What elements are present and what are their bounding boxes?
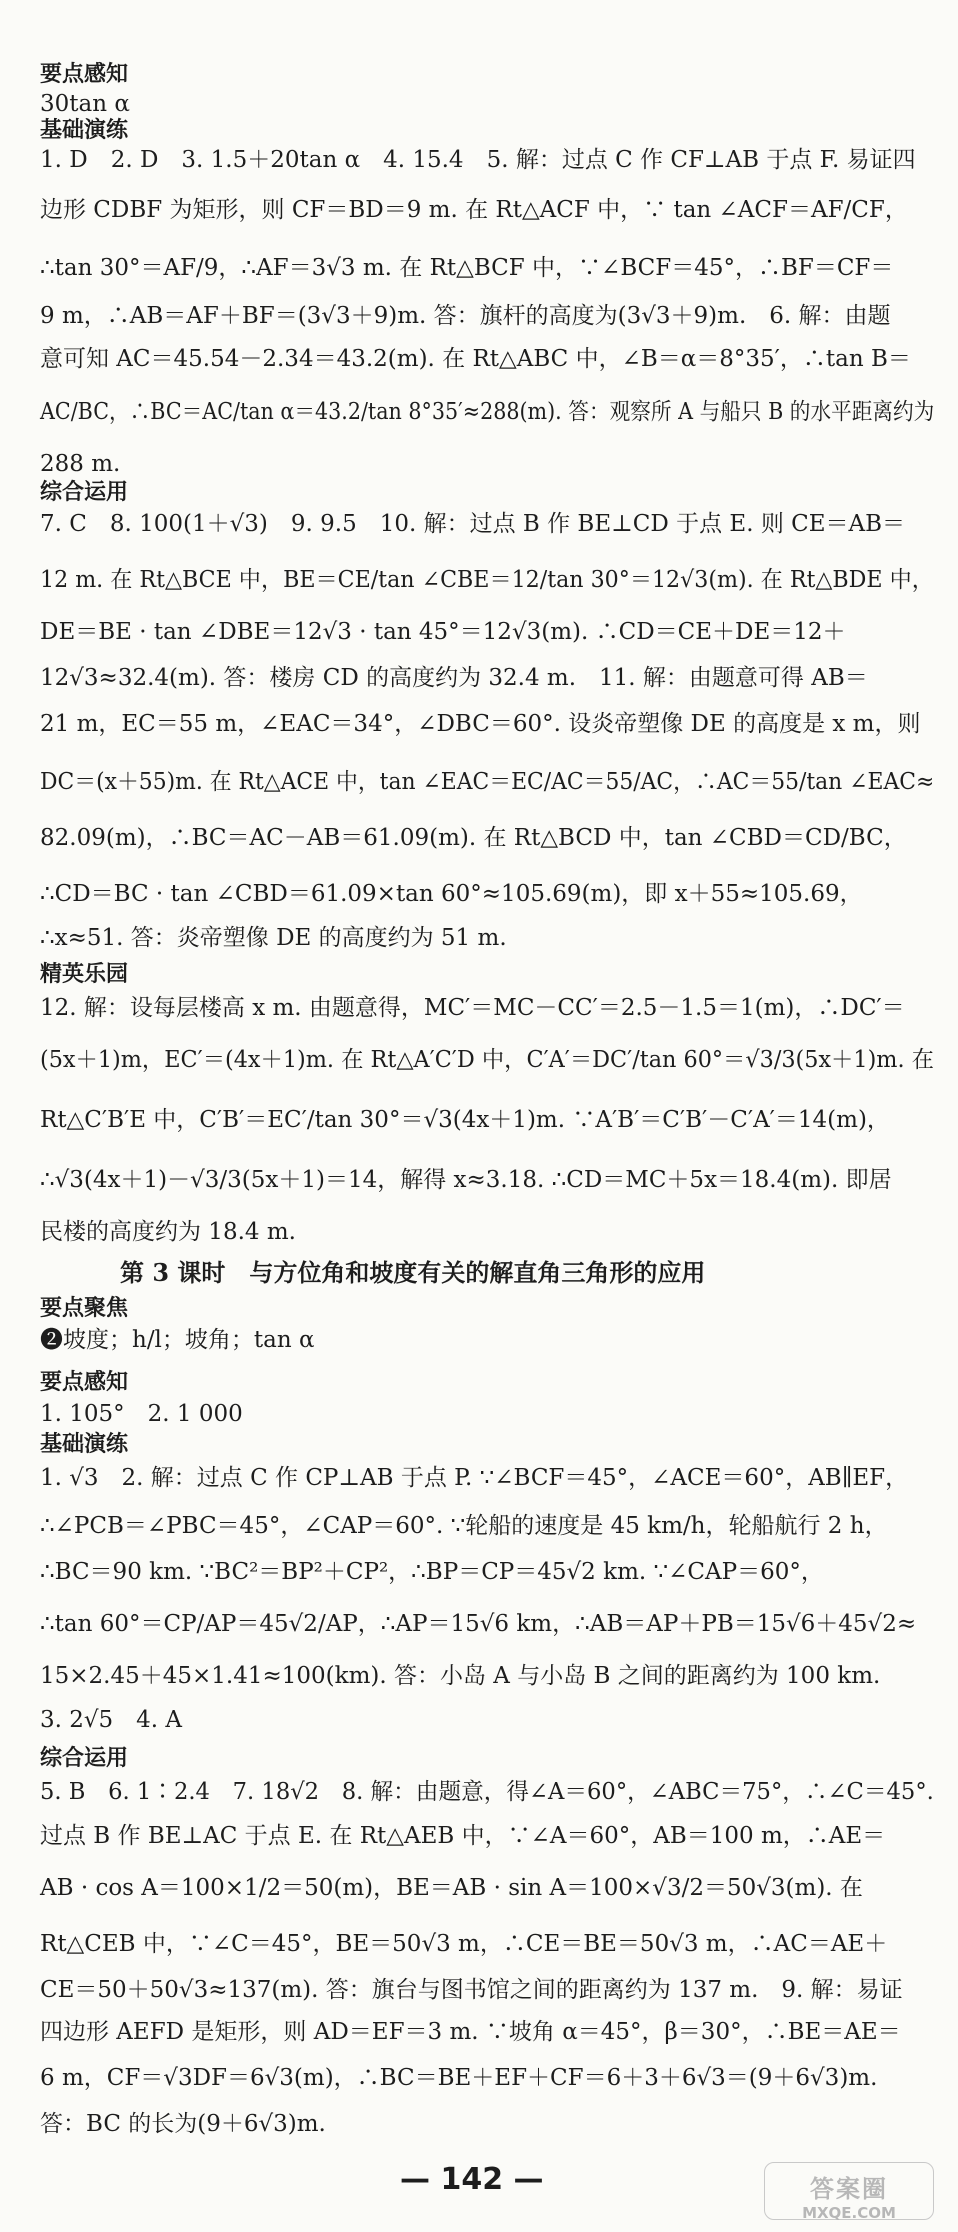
text-line: 12. 解：设每层楼高 x m. 由题意得，MC′＝MC－CC′＝2.5－1.5＝1(m)，∴DC′＝ [40, 995, 905, 1021]
section-heading: 要点感知 [40, 1370, 129, 1395]
text-line: 12 m. 在 Rt△BCE 中，BE＝CE/tan ∠CBE＝12/tan 30°＝12√3(m). 在 Rt△BDE 中， [40, 567, 934, 593]
text-line: 过点 B 作 BE⊥AC 于点 E. 在 Rt△AEB 中，∵∠A＝60°，AB＝100 m，∴AE＝ [40, 1823, 886, 1849]
text-line: AB · cos A＝100×1/2＝50(m)，BE＝AB · sin A＝100×√3/2＝50√3(m). 在 [40, 1875, 863, 1901]
text-line: Rt△CEB 中，∵∠C＝45°，BE＝50√3 m，∴CE＝BE＝50√3 m，∴AC＝AE＋ [40, 1931, 888, 1957]
section-heading: 基础演练 [40, 1432, 129, 1457]
text-line: ∴tan 60°＝CP/AP＝45√2/AP，∴AP＝15√6 km，∴AB＝AP＋PB＝15√6＋45√2≈ [40, 1611, 917, 1637]
text-line: 3. 2√5 4. A [40, 1707, 183, 1733]
text-line: CE＝50＋50√3≈137(m). 答：旗台与图书馆之间的距离约为 137 m. 9. 解：易证 [40, 1977, 903, 2003]
text-line: 7. C 8. 100(1＋√3) 9. 9.5 10. 解：过点 B 作 BE⊥CD 于点 E. 则 CE＝AB＝ [40, 511, 906, 537]
text-line: 6 m，CF＝√3DF＝6√3(m)，∴BC＝BE＋EF＋CF＝6＋3＋6√3＝(9＋6√3)m. [40, 2065, 878, 2091]
text-line: Rt△C′B′E 中，C′B′＝EC′/tan 30°＝√3(4x＋1)m. ∵A′B′＝C′B′－C′A′＝14(m)， [40, 1107, 890, 1133]
text-line: 1. √3 2. 解：过点 C 作 CP⊥AB 于点 P. ∵∠BCF＝45°，∠ACE＝60°，AB∥EF， [40, 1465, 909, 1491]
text-line: 9 m，∴AB＝AF＋BF＝(3√3＋9)m. 答：旗杆的高度为(3√3＋9)m. 6. 解：由题 [40, 303, 891, 329]
text-line: 1. 105° 2. 1 000 [40, 1401, 243, 1427]
text-line: 民楼的高度约为 18.4 m. [40, 1219, 296, 1245]
watermark-text: 答案圈 [810, 2175, 888, 2203]
page-number: — 142 — [400, 2162, 544, 2197]
text-line: 边形 CDBF 为矩形，则 CF＝BD＝9 m. 在 Rt△ACF 中，∵ tan ∠ACF＝AF/CF， [40, 197, 908, 223]
text-line: 1. D 2. D 3. 1.5＋20tan α 4. 15.4 5. 解：过点 C 作 CF⊥AB 于点 F. 易证四 [40, 147, 916, 173]
section-heading: 基础演练 [40, 118, 129, 143]
text-line: 答：BC 的长为(9＋6√3)m. [40, 2111, 326, 2137]
text-line: DC＝(x＋55)m. 在 Rt△ACE 中，tan ∠EAC＝EC/AC＝55/AC，∴AC＝55/tan ∠EAC≈ [40, 769, 935, 795]
lesson-title: 第 3 课时 与方位角和坡度有关的解直角三角形的应用 [120, 1258, 706, 1287]
text-line: AC/BC，∴BC＝AC/tan α＝43.2/tan 8°35′≈288(m). 答：观察所 A 与船只 B 的水平距离约为 [40, 399, 935, 425]
watermark-url: MXQE.COM [802, 2204, 896, 2222]
section-heading: 要点感知 [40, 62, 129, 87]
text-line: ❷坡度；h/l；坡角；tan α [40, 1327, 315, 1353]
text-line: ∴tan 30°＝AF/9，∴AF＝3√3 m. 在 Rt△BCF 中，∵∠BCF＝45°，∴BF＝CF＝ [40, 255, 894, 281]
text-line: ∴∠PCB＝∠PBC＝45°，∠CAP＝60°. ∵轮船的速度是 45 km/h，轮船航行 2 h， [40, 1513, 888, 1539]
text-line: (5x＋1)m，EC′＝(4x＋1)m. 在 Rt△A′C′D 中，C′A′＝DC′/tan 60°＝√3/3(5x＋1)m. 在 [40, 1047, 934, 1073]
text-line: 意可知 AC＝45.54－2.34＝43.2(m). 在 Rt△ABC 中，∠B＝α＝8°35′，∴tan B＝ [40, 346, 911, 372]
text-line: ∴CD＝BC · tan ∠CBD＝61.09×tan 60°≈105.69(m)，即 x＋55≈105.69， [40, 881, 863, 907]
text-line: 15×2.45＋45×1.41≈100(km). 答：小岛 A 与小岛 B 之间的距离约为 100 km. [40, 1663, 881, 1689]
text-line: 21 m，EC＝55 m，∠EAC＝34°，∠DBC＝60°. 设炎帝塑像 DE 的高度是 x m，则 [40, 711, 921, 737]
text-line: 5. B 6. 1∶2.4 7. 18√2 8. 解：由题意，得∠A＝60°，∠ABC＝75°，∴∠C＝45°. [40, 1779, 934, 1805]
watermark-logo [764, 2162, 934, 2220]
section-heading: 综合运用 [40, 1746, 129, 1771]
text-line: 288 m. [40, 451, 121, 477]
text-line: ∴x≈51. 答：炎帝塑像 DE 的高度约为 51 m. [40, 925, 507, 951]
text-line: ∴BC＝90 km. ∵BC²＝BP²＋CP²，∴BP＝CP＝45√2 km. ∵∠CAP＝60°， [40, 1559, 824, 1585]
text-line: 30tan α [40, 91, 130, 117]
section-heading: 精英乐园 [40, 962, 129, 987]
section-heading: 综合运用 [40, 480, 129, 505]
text-line: 四边形 AEFD 是矩形，则 AD＝EF＝3 m. ∵坡角 α＝45°，β＝30°，∴BE＝AE＝ [40, 2019, 901, 2045]
text-line: 12√3≈32.4(m). 答：楼房 CD 的高度约为 32.4 m. 11. 解：由题意可得 AB＝ [40, 665, 868, 691]
text-line: DE＝BE · tan ∠DBE＝12√3 · tan 45°＝12√3(m). ∴CD＝CE＋DE＝12＋ [40, 619, 846, 645]
text-line: 82.09(m)，∴BC＝AC－AB＝61.09(m). 在 Rt△BCD 中，tan ∠CBD＝CD/BC， [40, 825, 907, 851]
section-heading: 要点聚焦 [40, 1296, 129, 1321]
text-line: ∴√3(4x＋1)－√3/3(5x＋1)＝14，解得 x≈3.18. ∴CD＝MC＋5x＝18.4(m). 即居 [40, 1167, 892, 1193]
